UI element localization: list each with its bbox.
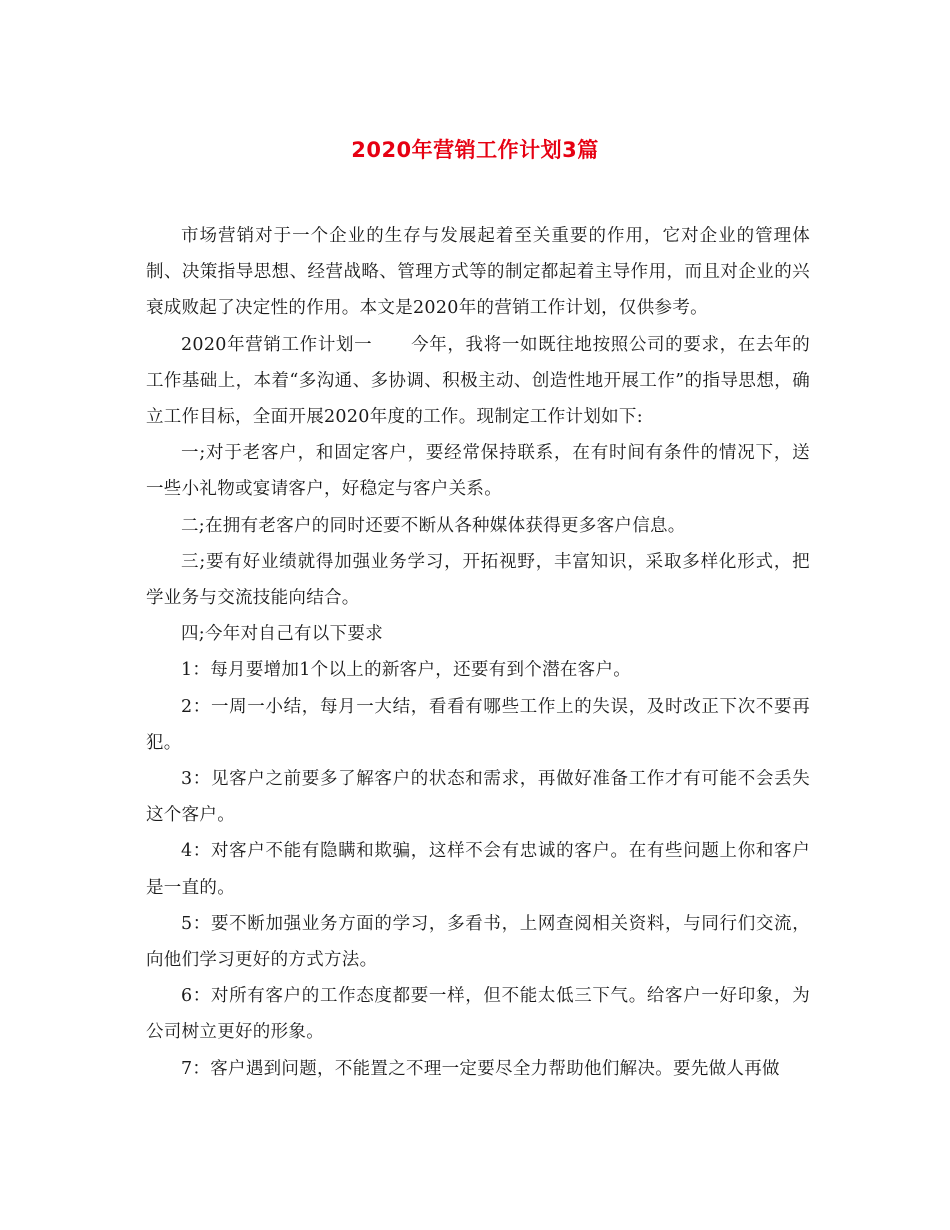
list-item: 三;要有好业绩就得加强业务学习，开拓视野，丰富知识，采取多样化形式，把学业务与交流技能向结合。: [146, 551, 810, 609]
requirement-item: 4：对客户不能有隐瞒和欺骗，这样不会有忠诚的客户。在有些问题上你和客户是一直的。: [146, 841, 810, 898]
section-intro: 今年，我将一如既往地按照公司的要求，在去年的工作基础上，本着“多沟通、多协调、积极主动、创造性地开展工作”的指导思想，确立工作目标，全面开展2020年度的工作。现制定工作计划如下:: [146, 334, 810, 428]
requirement-item: 3：见客户之前要多了解客户的状态和需求，再做好准备工作才有可能不会丢失这个客户。: [146, 769, 810, 826]
list-item: 四;今年对自己有以下要求: [181, 624, 383, 645]
list-item: 一;对于老客户，和固定客户，要经常保持联系，在有时间有条件的情况下，送一些小礼物或宴请客户，好稳定与客户关系。: [146, 443, 810, 500]
requirement-item: 1：每月要增加1个以上的新客户，还要有到个潜在客户。: [181, 660, 632, 681]
requirement-item: 6：对所有客户的工作态度都要一样，但不能太低三下气。给客户一好印象，为公司树立更好的形象。: [146, 986, 810, 1043]
document-body: [146, 218, 810, 1087]
page-title: 2020年营销工作计划3篇: [351, 138, 599, 162]
requirement-item: 7：客户遇到问题，不能置之不理一定要尽全力帮助他们解决。要先做人再做: [181, 1058, 780, 1079]
requirement-item: 5：要不断加强业务方面的学习，多看书，上网查阅相关资料，与同行们交流，向他们学习更好的方式方法。: [146, 913, 810, 971]
requirement-item: 2：一周一小结，每月一大结，看看有哪些工作上的失误，及时改正下次不要再犯。: [146, 696, 810, 753]
list-item: 二;在拥有老客户的同时还要不断从各种媒体获得更多客户信息。: [181, 515, 686, 536]
section-heading: 2020年营销工作计划一: [181, 334, 373, 355]
intro-paragraph: 市场营销对于一个企业的生存与发展起着至关重要的作用，它对企业的管理体制、决策指导思想、经营战略、管理方式等的制定都起着主导作用，而且对企业的兴衰成败起了决定性的作用。本文是2020年的营销工作计划，仅供参考。: [146, 226, 810, 319]
section-paragraph: [146, 327, 810, 436]
